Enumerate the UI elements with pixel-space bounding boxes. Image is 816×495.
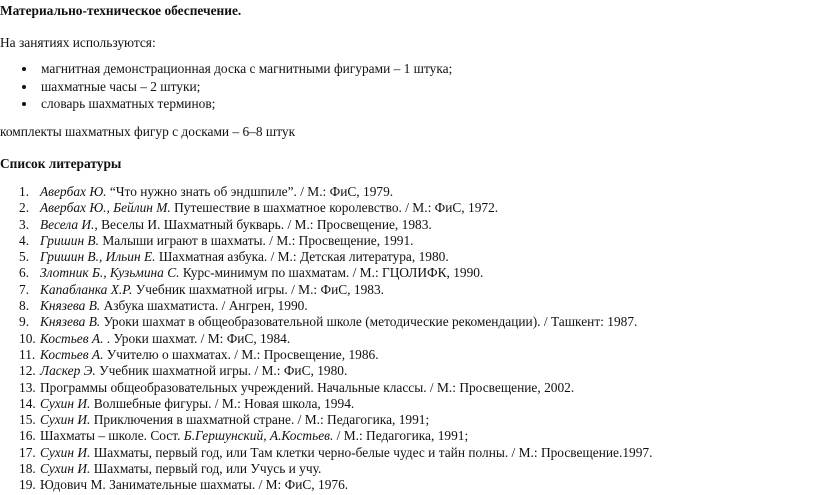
reference-number: 15. (19, 412, 36, 428)
reference-author: Сухин И. (40, 461, 91, 477)
reference-number: 3. (19, 216, 30, 232)
reference-text: Юдович М. Занимательные шахматы. / М: ФиС, 1976. (40, 477, 349, 493)
heading-literature: Список литературы (0, 156, 122, 171)
reference-item (19, 396, 652, 412)
reference-number: 12. (19, 363, 36, 379)
reference-text: Шахматы, первый год, или Там клетки черно-белые чудес и тайн полны. / М.: Просвещение.1997. (90, 444, 653, 460)
reference-author: Костьев А. (40, 330, 104, 346)
reference-author: Капабланка Х.Р. (40, 281, 133, 297)
reference-text: Шахматы – школе. Сост. (40, 428, 184, 444)
equipment-item (19, 96, 452, 112)
reference-text: “Что нужно знать об эндшпиле”. / М.: ФиС, 1979. (106, 184, 394, 199)
equipment-item (19, 79, 452, 95)
reference-item (19, 217, 652, 233)
reference-author: Гришин В., Ильин Е. (40, 249, 156, 265)
equipment-item-text: магнитная демонстрационная доска с магнитными фигурами – 1 штука; (41, 61, 453, 76)
bullet-icon (22, 67, 26, 71)
reference-text: Волшебные фигуры. / М.: Новая школа, 1994. (90, 395, 355, 411)
reference-text: Азбука шахматиста. / Ангрен, 1990. (100, 298, 308, 314)
intro-text: На занятиях используются: (0, 35, 156, 50)
reference-number: 8. (19, 298, 30, 314)
reference-text: Малыши играют в шахматы. / М.: Просвещение, 1991. (98, 232, 414, 248)
reference-item (19, 184, 652, 200)
equipment-list (19, 61, 452, 114)
reference-item (19, 249, 652, 265)
reference-number: 16. (19, 428, 36, 444)
reference-number: 14. (19, 395, 36, 411)
reference-author: Ласкер Э. (40, 363, 96, 379)
reference-author: Злотник Б., Кузьмина С. (40, 265, 180, 281)
reference-author: Б.Гершунский, А.Костьев. (183, 428, 334, 444)
reference-item (19, 200, 652, 216)
equipment-item-text: словарь шахматных терминов; (41, 96, 216, 111)
reference-item (19, 445, 652, 461)
reference-item (19, 298, 652, 314)
reference-text: / М.: Педагогика, 1991; (333, 428, 469, 444)
bullet-icon (22, 102, 26, 106)
reference-item (19, 428, 652, 444)
heading-material: Материально-техническое обеспечение. (0, 3, 242, 18)
reference-author: Авербах Ю. (40, 184, 107, 199)
reference-item (19, 265, 652, 281)
reference-item (19, 347, 652, 363)
reference-text: Учителю о шахматах. / М.: Просвещение, 1986. (103, 346, 379, 362)
reference-text: Уроки шахмат в общеобразовательной школе (методические рекомендации). / Ташкент: 1987. (100, 314, 638, 330)
reference-number: 17. (19, 444, 36, 460)
sets-line: комплекты шахматных фигур с досками – 6–8 штук (0, 124, 296, 139)
equipment-item-text: шахматные часы – 2 штуки; (41, 78, 201, 94)
reference-text: Программы общеобразовательных учреждений. Начальные классы. / М.: Просвещение, 2002. (40, 379, 575, 395)
reference-author: Сухин И. (40, 444, 91, 460)
reference-author: Князева В. (40, 298, 101, 314)
reference-item (19, 477, 652, 493)
reference-number: 5. (19, 249, 30, 265)
reference-text: Шахматная азбука. / М.: Детская литература, 1980. (155, 249, 449, 265)
reference-author: Гришин В. (40, 232, 99, 248)
reference-text: Учебник шахматной игры. / М.: ФиС, 1983. (132, 281, 385, 297)
reference-item (19, 380, 652, 396)
reference-number: 2. (19, 200, 30, 216)
reference-number: 11. (19, 346, 36, 362)
reference-list (19, 184, 652, 494)
reference-item (19, 282, 652, 298)
reference-item (19, 363, 652, 379)
reference-author: Костьев А. (40, 346, 104, 362)
reference-number: 9. (19, 314, 30, 330)
reference-number: 18. (19, 461, 36, 477)
reference-item (19, 314, 652, 330)
reference-text: Приключения в шахматной стране. / М.: Педагогика, 1991; (90, 412, 430, 428)
bullet-icon (22, 85, 26, 89)
reference-text: . Уроки шахмат. / М: ФиС, 1984. (103, 330, 291, 346)
reference-text: Веселы И. Шахматный букварь. / М.: Просвещение, 1983. (97, 216, 432, 232)
reference-author: Авербах Ю., Бейлин М. (40, 200, 171, 216)
reference-author: Сухин И. (40, 412, 91, 428)
reference-item (19, 461, 652, 477)
equipment-item (19, 61, 452, 77)
reference-text: Курс-минимум по шахматам. / М.: ГЦОЛИФК, 1990. (179, 265, 484, 281)
reference-number: 19. (19, 477, 36, 493)
reference-author: Сухин И. (40, 395, 91, 411)
reference-text: Путешествие в шахматное королевство. / М.: ФиС, 1972. (170, 200, 499, 216)
reference-text: Учебник шахматной игры. / М.: ФиС, 1980. (95, 363, 348, 379)
reference-number: 13. (19, 379, 36, 395)
reference-number: 10. (19, 330, 36, 346)
reference-item (19, 233, 652, 249)
reference-number: 6. (19, 265, 30, 281)
reference-number: 1. (19, 184, 30, 199)
reference-number: 4. (19, 232, 30, 248)
reference-item (19, 412, 652, 428)
reference-author: Весела И., (40, 216, 98, 232)
reference-text: Шахматы, первый год, или Учусь и учу. (90, 461, 322, 477)
reference-author: Князева В. (40, 314, 101, 330)
reference-number: 7. (19, 281, 30, 297)
reference-item (19, 331, 652, 347)
